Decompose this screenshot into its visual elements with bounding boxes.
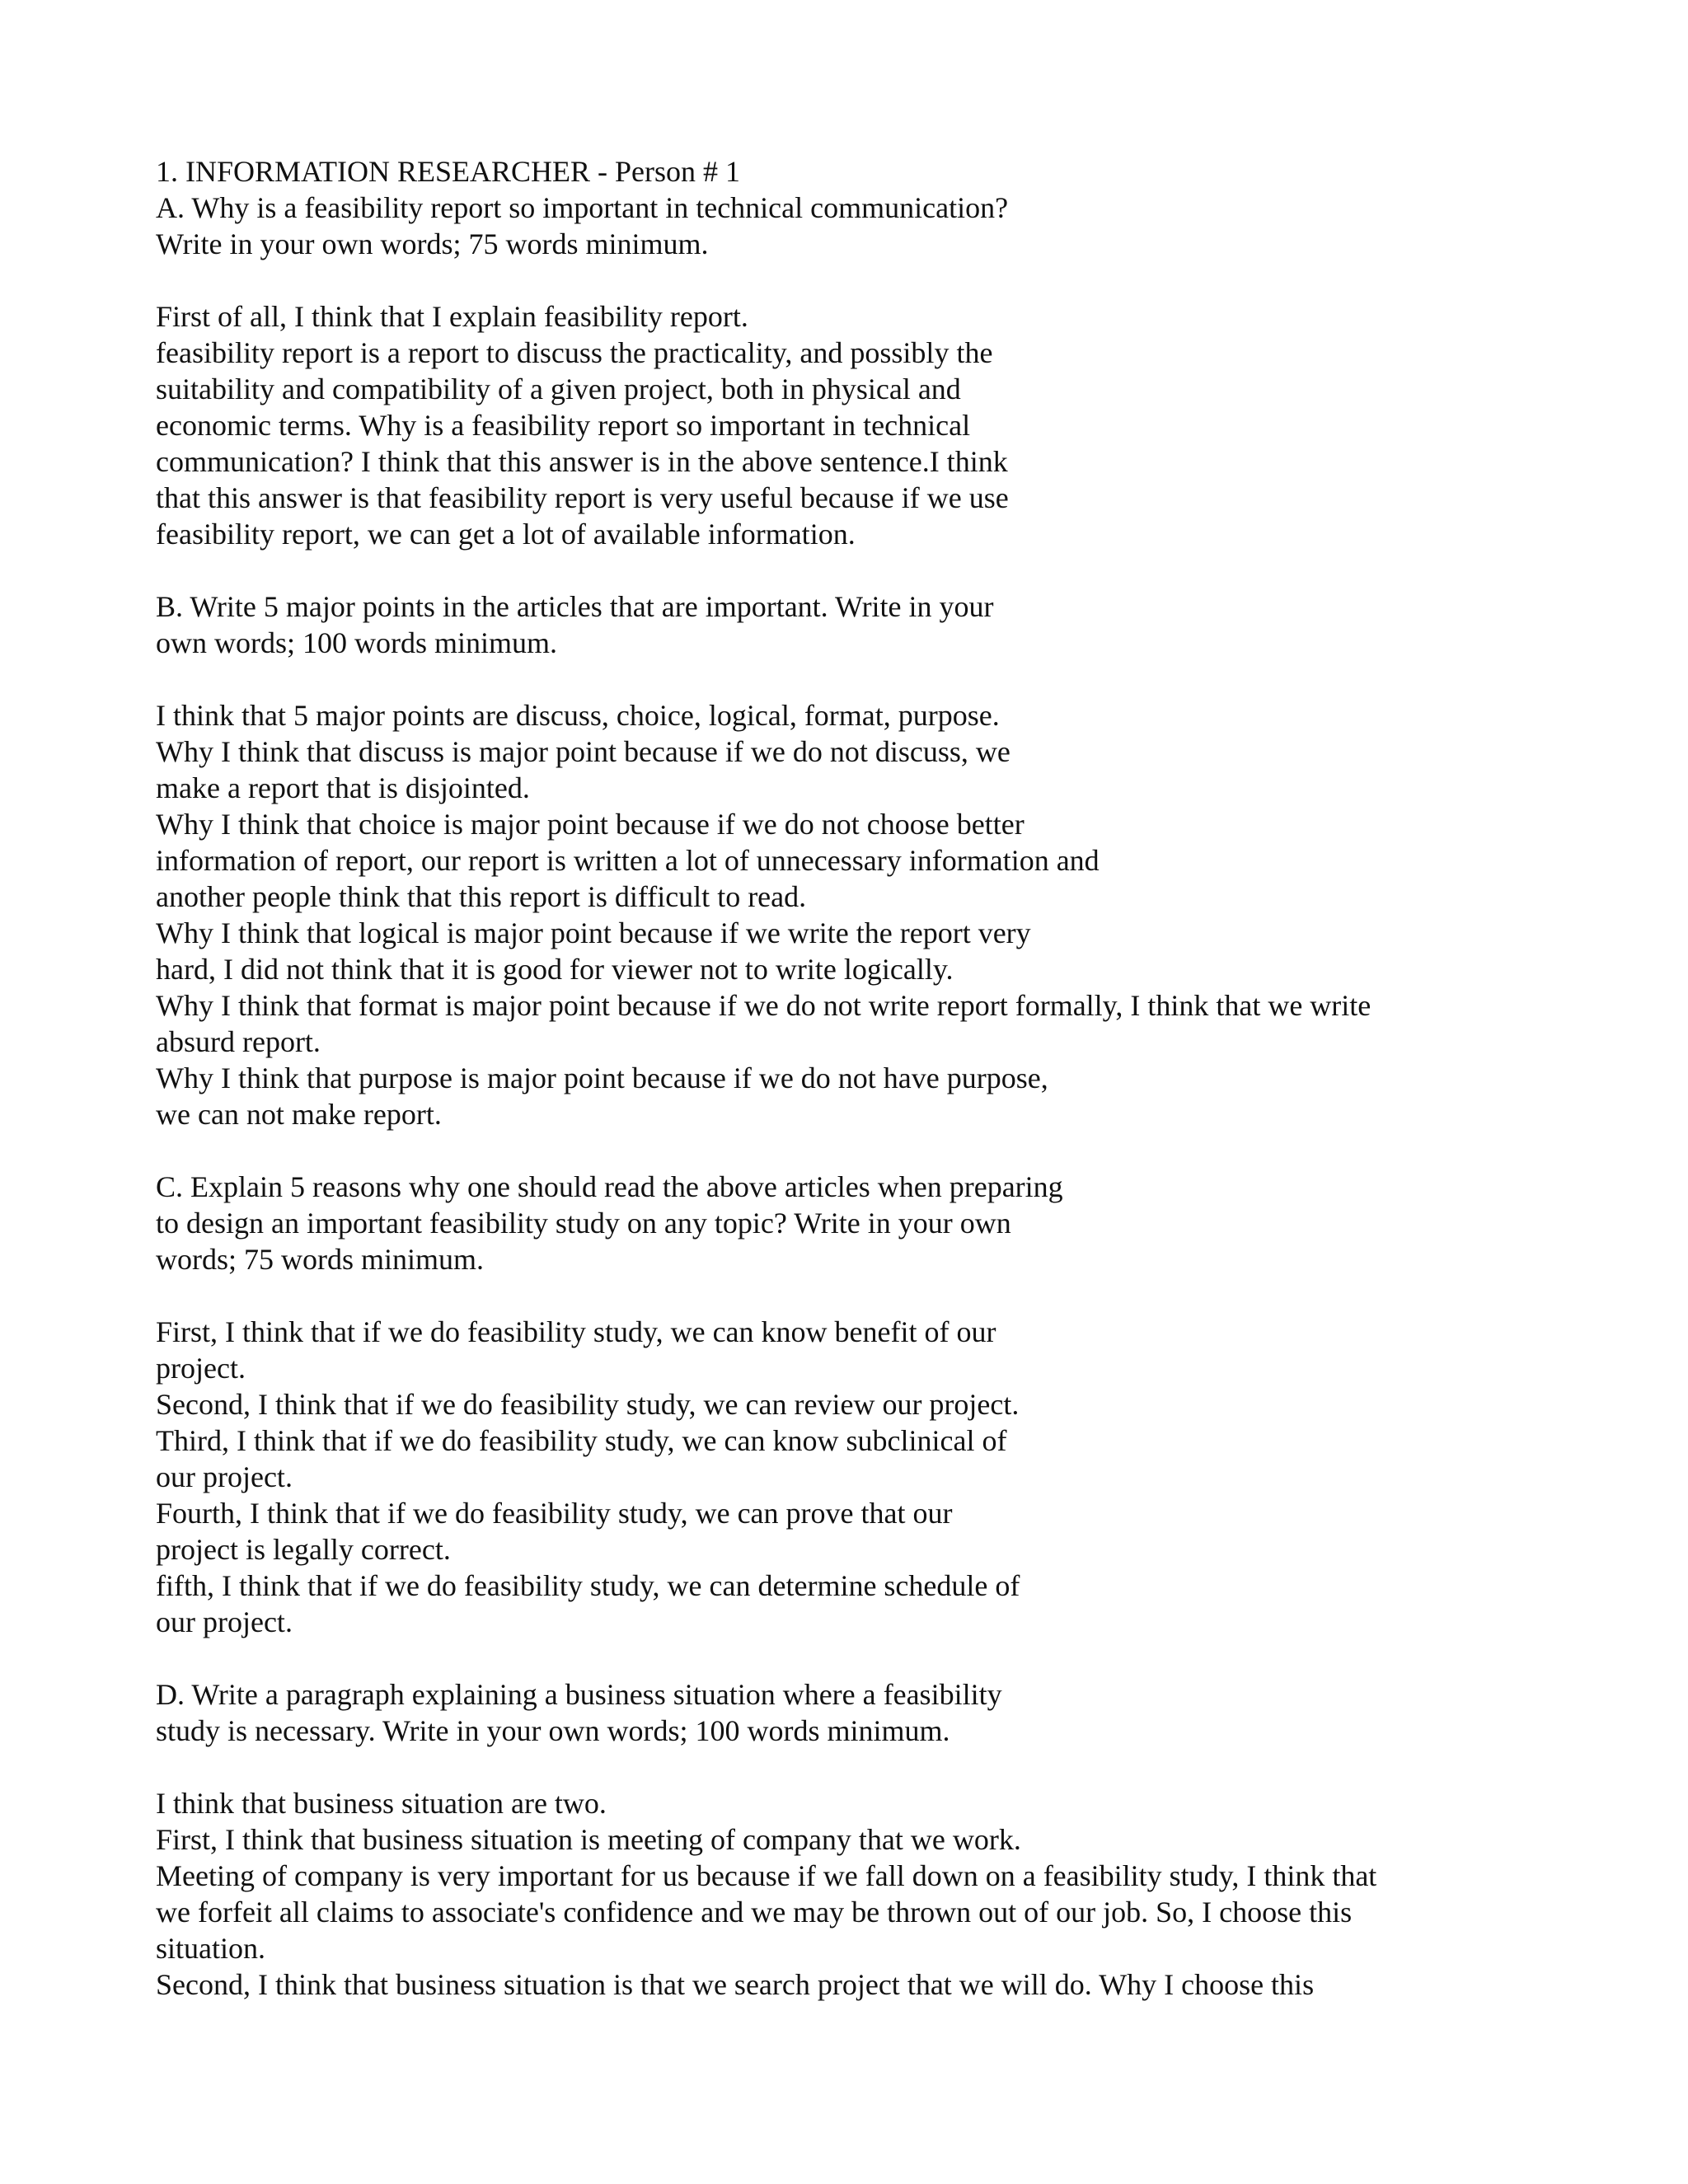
answer-d-line: Second, I think that business situation is that we search project that we will do. Why I choose this <box>156 1968 1315 2001</box>
answer-b-line: Why I think that discuss is major point because if we do not discuss, we <box>156 735 1010 768</box>
answer-b-line: Why I think that choice is major point because if we do not choose better <box>156 808 1025 841</box>
answer-b-line: information of report, our report is written a lot of unnecessary information and <box>156 844 1100 877</box>
answer-b-line: hard, I did not think that it is good for viewer not to write logically. <box>156 953 954 986</box>
answer-a-line: communication? I think that this answer is in the above sentence.I think <box>156 445 1008 478</box>
answer-c-line: First, I think that if we do feasibility study, we can know benefit of our <box>156 1315 996 1348</box>
answer-c-line: Second, I think that if we do feasibility study, we can review our project. <box>156 1388 1020 1421</box>
blank-line <box>156 1640 1557 1676</box>
question-a-line: Write in your own words; 75 words minimum. <box>156 227 709 260</box>
document-page <box>156 153 1557 2003</box>
blank-line <box>156 1277 1557 1314</box>
question-d-line: study is necessary. Write in your own words; 100 words minimum. <box>156 1714 950 1747</box>
answer-b-line: I think that 5 major points are discuss, choice, logical, format, purpose. <box>156 699 1000 732</box>
answer-d-line: we forfeit all claims to associate's confidence and we may be thrown out of our job. So, I choose this <box>156 1896 1353 1929</box>
question-c-line: words; 75 words minimum. <box>156 1243 485 1276</box>
question-d-line: D. Write a paragraph explaining a business situation where a feasibility <box>156 1678 1002 1711</box>
answer-d-line: situation. <box>156 1932 265 1965</box>
blank-line <box>156 661 1557 697</box>
heading-line: 1. INFORMATION RESEARCHER - Person # 1 <box>156 155 741 188</box>
answer-b-line: another people think that this report is difficult to read. <box>156 880 807 913</box>
answer-b-line: we can not make report. <box>156 1098 442 1131</box>
question-a-line: A. Why is a feasibility report so important in technical communication? <box>156 191 1009 224</box>
answer-a-line: feasibility report is a report to discuss the practicality, and possibly the <box>156 336 993 369</box>
answer-a-line: feasibility report, we can get a lot of available information. <box>156 518 856 551</box>
answer-c-line: our project. <box>156 1460 293 1493</box>
answer-a-line: economic terms. Why is a feasibility report so important in technical <box>156 409 971 442</box>
answer-d-line: Meeting of company is very important for us because if we fall down on a feasibility study, I think that <box>156 1859 1377 1892</box>
blank-line <box>156 552 1557 588</box>
answer-b-line: Why I think that format is major point because if we do not write report formally, I think that we write <box>156 989 1372 1022</box>
answer-c-line: Third, I think that if we do feasibility study, we can know subclinical of <box>156 1424 1007 1457</box>
answer-c-line: project is legally correct. <box>156 1533 451 1566</box>
answer-d-line: First, I think that business situation is meeting of company that we work. <box>156 1823 1021 1856</box>
answer-c-line: our project. <box>156 1605 293 1638</box>
answer-b-line: Why I think that purpose is major point because if we do not have purpose, <box>156 1062 1048 1094</box>
answer-a-line: suitability and compatibility of a given project, both in physical and <box>156 373 961 405</box>
question-b-line: own words; 100 words minimum. <box>156 626 558 659</box>
blank-line <box>156 1749 1557 1785</box>
question-b-line: B. Write 5 major points in the articles that are important. Write in your <box>156 590 994 623</box>
question-c-line: C. Explain 5 reasons why one should read the above articles when preparing <box>156 1170 1063 1203</box>
answer-c-line: project. <box>156 1352 246 1385</box>
blank-line <box>156 1132 1557 1169</box>
answer-d-line: I think that business situation are two. <box>156 1787 607 1820</box>
answer-c-line: fifth, I think that if we do feasibility study, we can determine schedule of <box>156 1569 1020 1602</box>
answer-b-line: make a report that is disjointed. <box>156 771 530 804</box>
question-c-line: to design an important feasibility study on any topic? Write in your own <box>156 1207 1011 1240</box>
answer-a-line: First of all, I think that I explain feasibility report. <box>156 300 748 333</box>
blank-line <box>156 262 1557 298</box>
answer-c-line: Fourth, I think that if we do feasibility study, we can prove that our <box>156 1497 953 1530</box>
answer-a-line: that this answer is that feasibility report is very useful because if we use <box>156 481 1009 514</box>
answer-b-line: absurd report. <box>156 1025 321 1058</box>
answer-b-line: Why I think that logical is major point because if we write the report very <box>156 916 1031 949</box>
